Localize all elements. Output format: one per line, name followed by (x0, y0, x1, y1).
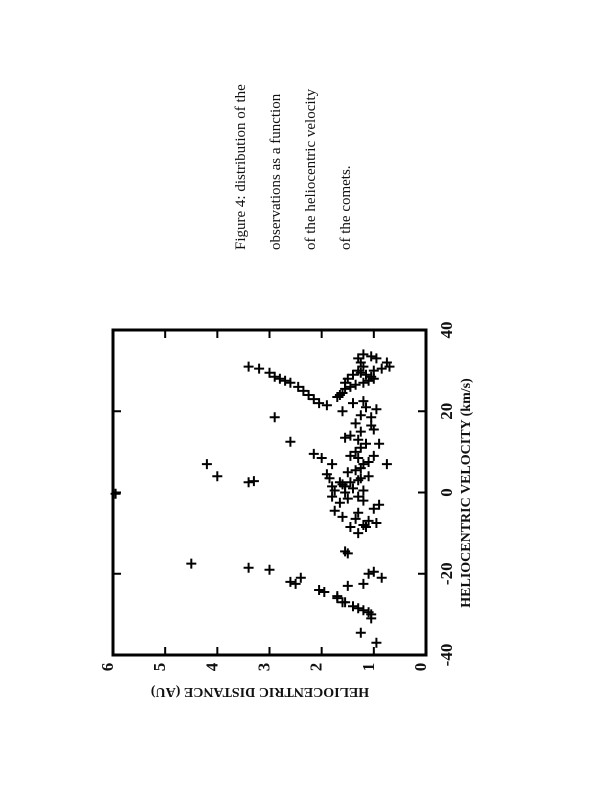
x-axis-title: HELIOCENTRIC VELOCITY (km/s) (459, 378, 474, 608)
x-tick-label: -40 (437, 643, 456, 667)
data-point (366, 351, 376, 361)
caption-line-4: of the comets. (338, 165, 354, 250)
data-point (296, 573, 306, 583)
data-point (330, 506, 340, 516)
data-point (364, 471, 374, 481)
caption-line-3: of the heliocentric velocity (303, 88, 319, 250)
data-point (371, 638, 381, 648)
data-point (322, 400, 332, 410)
data-point (291, 579, 301, 589)
data-point (371, 518, 381, 528)
tick-marks (113, 330, 426, 655)
x-tick-label: 40 (437, 321, 456, 339)
data-point (244, 563, 254, 573)
caption-line-2: observations as a function (268, 93, 284, 250)
data-point (382, 459, 392, 469)
data-point (353, 528, 363, 538)
data-point (343, 467, 353, 477)
data-point (338, 406, 348, 416)
data-point (366, 412, 376, 422)
data-point (369, 451, 379, 461)
data-point (270, 412, 280, 422)
x-tick-label: -20 (437, 562, 456, 586)
data-point (212, 471, 222, 481)
data-point (364, 569, 374, 579)
data-point (369, 567, 379, 577)
data-point (358, 486, 368, 496)
data-point (345, 522, 355, 532)
data-point (351, 465, 361, 475)
x-tick-label: 0 (437, 488, 456, 497)
data-point (358, 579, 368, 589)
data-point (265, 565, 275, 575)
data-point (374, 439, 384, 449)
y-tick-label: 5 (150, 662, 170, 672)
data-point (377, 364, 387, 374)
data-point (353, 603, 363, 613)
data-point (202, 459, 212, 469)
y-tick-label: 4 (202, 662, 222, 672)
data-point (377, 573, 387, 583)
x-tick-labels (437, 322, 456, 667)
x-tick-label: 20 (437, 402, 456, 420)
data-point (249, 476, 259, 486)
data-point (343, 581, 353, 591)
data-point (338, 512, 348, 522)
y-axis-title: HELIOCENTRIC DISTANCE (AU) (150, 684, 370, 699)
data-point (371, 404, 381, 414)
data-point (351, 380, 361, 390)
data-points (111, 349, 395, 647)
caption-line-1: Figure 4: distribution of the (233, 84, 249, 250)
y-tick-label: 1 (358, 662, 378, 672)
data-point (186, 559, 196, 569)
data-point (371, 353, 381, 363)
data-point (244, 362, 254, 372)
data-point (254, 364, 264, 374)
y-tick-label: 2 (306, 662, 326, 672)
y-tick-label: 6 (98, 662, 117, 672)
plot-frame (113, 330, 426, 655)
y-tick-label: 3 (254, 662, 274, 672)
data-point (356, 410, 366, 420)
data-point (340, 433, 350, 443)
data-point (356, 628, 366, 638)
y-tick-label: 0 (411, 662, 430, 672)
data-point (327, 459, 337, 469)
data-point (314, 585, 324, 595)
data-point (285, 577, 295, 587)
data-point (319, 587, 329, 597)
data-point (351, 418, 361, 428)
data-point (275, 374, 285, 384)
data-point (348, 398, 358, 408)
data-point (285, 437, 295, 447)
figure-caption (233, 84, 354, 250)
data-point (364, 457, 374, 467)
data-point (280, 376, 290, 386)
y-tick-labels (98, 662, 430, 671)
data-point (244, 477, 254, 487)
